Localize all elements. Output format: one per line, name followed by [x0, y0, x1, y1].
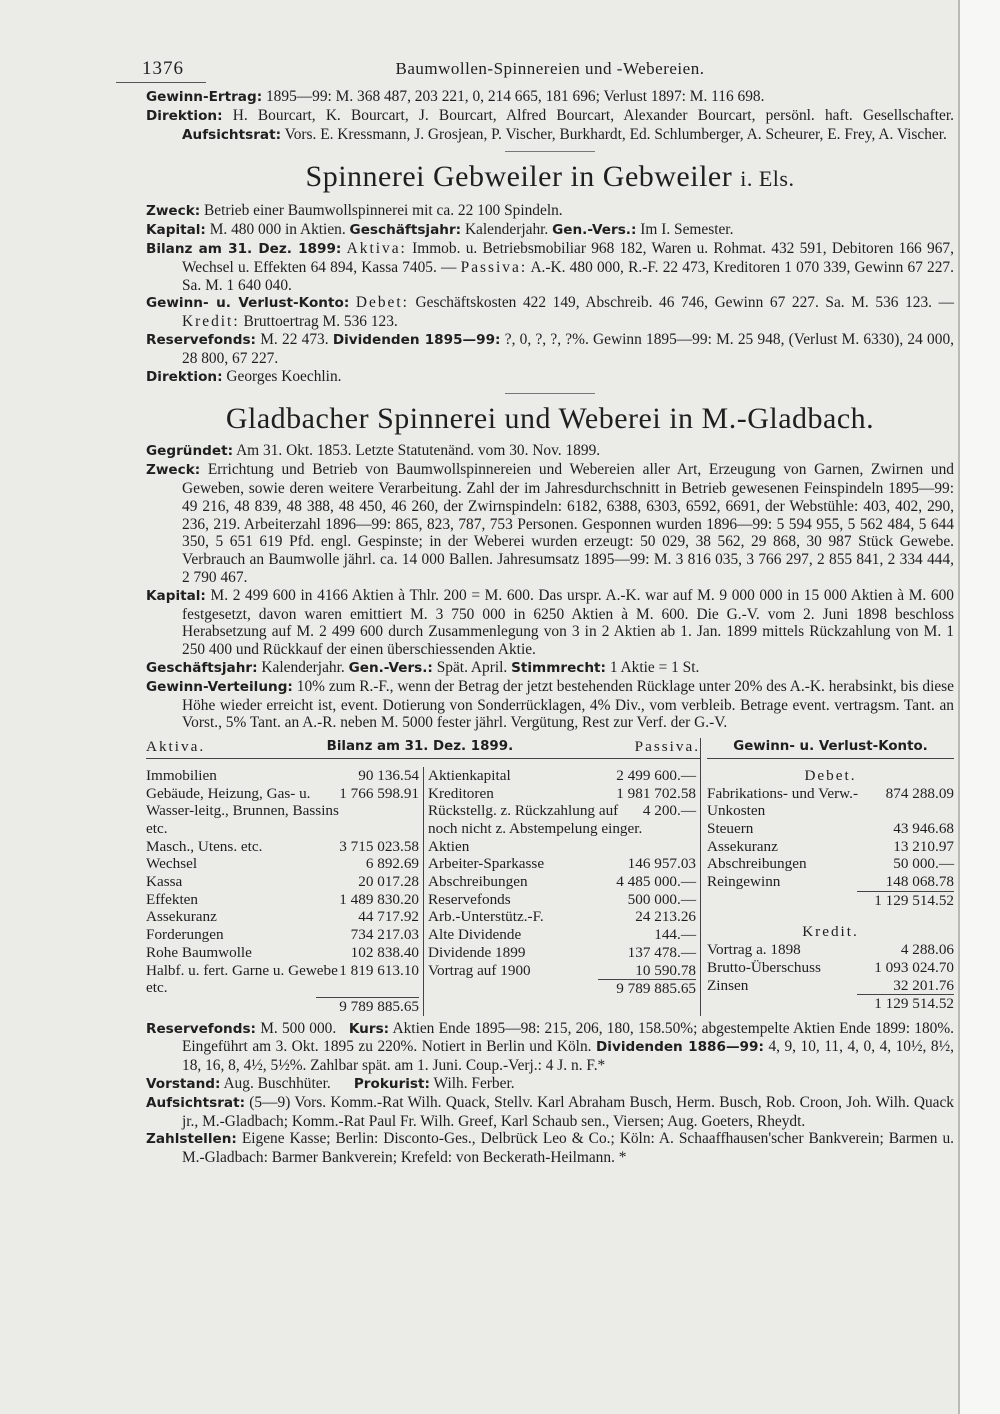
table-row: [707, 855, 954, 873]
aufsichtsrat-text: Vors. E. Kressmann, J. Grosjean, P. Vischer, Burkhardt, Ed. Schlumberger, A. Scheurer, E. Frey, A. Vischer.: [284, 125, 947, 143]
table-row: [428, 908, 696, 926]
gewinn-ertrag-text: 1895—99: M. 368 487, 203 221, 0, 214 665, 181 696; Verlust 1897: M. 116 698.: [265, 88, 765, 105]
gen-vers-text: Im I. Semester.: [640, 221, 734, 239]
vorstand: [146, 1075, 954, 1094]
table-row: [146, 926, 419, 944]
entry-title-suffix: i. Els.: [740, 166, 795, 192]
guv-kredit-text: Bruttoertrag M. 536 123.: [243, 313, 398, 331]
row-value: 1 981 702.58: [616, 784, 696, 802]
row-value: 3 715 023.58: [339, 837, 419, 855]
passiva-total: 9 789 885.65: [598, 979, 696, 998]
row-label: Fabrikations- und Verw.-Unkosten: [707, 784, 859, 820]
kredit-total: 1 129 514.52: [857, 994, 954, 1013]
dividenden-text: ?, 0, ?, ?, ?%. Gewinn 1895—99: M. 25 948, (Verlust M. 6330), 24 000, 28 800, 67 227.: [182, 330, 954, 367]
row-value: 10 590.78: [635, 961, 696, 979]
gen-vers-label: Gen.-Vers.:: [552, 222, 637, 239]
guv-label: Gewinn- u. Verlust-Konto:: [146, 295, 350, 312]
row-label: Vortrag a. 1898: [707, 941, 801, 959]
row-value: 146 957.03: [627, 855, 696, 873]
row-value: 20 017.28: [358, 873, 419, 891]
kapital-text: M. 2 499 600 in 4166 Aktien à Thlr. 200 = M. 600. Das urspr. A.-K. war auf M. 9 000 000 in 15 000 Aktien à M. 600 festgesetzt, davon waren emittiert M. 3 750 000 in 6250 Aktien à M. 600. Die G.-V. vom 2. Juni 1898 beschloss Herabsetzung auf M. 2 499 600 durch Zusammenlegung von 3 in 2 Aktien ab 1. Jan. 1899 mittels Rückzahlung von M. 1 250 400 und Rückkauf der einen überschiessenden Aktie.: [182, 586, 954, 659]
row-value: 32 201.76: [893, 976, 954, 994]
row-label: Dividende 1899: [428, 943, 526, 961]
gegruendet-label: Gegründet:: [146, 443, 234, 460]
row-label: Halbf. u. fert. Garne u. Gewebe etc.: [146, 961, 338, 997]
page-header: [142, 58, 954, 88]
kapital-label: Kapital:: [146, 587, 206, 604]
direktion-text: H. Bourcart, K. Bourcart, J. Bourcart, Alfred Bourcart, Alexander Bourcart, persönl. haft. Gesellschafter.: [232, 106, 954, 124]
row-value: 1 766 598.91: [339, 784, 419, 802]
aufsichtsrat: [146, 1094, 954, 1131]
row-label: Assekuranz: [707, 837, 778, 855]
aktiva-rows: [146, 767, 419, 997]
row-label: Reservefonds: [428, 890, 511, 908]
row-label: Forderungen: [146, 926, 224, 944]
row-value: 874 288.09: [885, 784, 954, 802]
running-title: Baumwollen-Spinnereien und -Webereien.: [395, 59, 705, 78]
gegruendet: [146, 442, 954, 461]
zweck: [146, 202, 954, 221]
table-row: [707, 820, 954, 838]
kredit-rows: [707, 941, 954, 994]
gewinn-verteilung-label: Gewinn-Verteilung:: [146, 678, 293, 695]
table-row: [428, 926, 696, 944]
prokurist-text: Wilh. Ferber.: [433, 1075, 515, 1093]
debet-word: Debet:: [355, 294, 409, 312]
row-value: 148 068.78: [885, 873, 954, 891]
geschaeftsjahr-label: Geschäftsjahr:: [349, 222, 462, 239]
kapital: [146, 221, 954, 240]
table-row: [707, 977, 954, 995]
table-row: [707, 873, 954, 891]
row-label: Aktienkapital: [428, 766, 511, 784]
section-divider: [505, 151, 595, 152]
row-value: 24 213.26: [635, 908, 696, 926]
kredit-word: Kredit:: [182, 313, 240, 331]
section-divider: [505, 393, 595, 394]
row-label: Zinsen: [707, 976, 749, 994]
guv-title: Gewinn- u. Verlust-Konto.: [707, 738, 954, 759]
reservefonds-text: M. 22 473.: [260, 330, 329, 348]
direktion: [146, 107, 954, 145]
direktion-text: Georges Koechlin.: [226, 367, 342, 385]
row-label: Effekten: [146, 890, 199, 908]
gewinn-verlust-konto: [146, 294, 954, 331]
geschaeftsjahr: [146, 659, 954, 678]
table-row: [707, 941, 954, 959]
reservefonds-kurs: [146, 1020, 954, 1075]
row-value: 137 478.—: [627, 943, 696, 961]
geschaeftsjahr-label: Geschäftsjahr:: [146, 659, 258, 676]
row-label: Wechsel: [146, 855, 198, 873]
balance-header: [146, 738, 700, 759]
balance-sheet: [146, 738, 701, 1016]
entry-title-main: Spinnerei Gebweiler in Gebweiler: [305, 160, 733, 194]
zweck-label: Zweck:: [146, 462, 201, 479]
row-value: 4 200.—: [642, 802, 696, 820]
gewinn-ertrag: [146, 88, 954, 107]
geschaeftsjahr-text: Kalenderjahr.: [464, 221, 549, 239]
table-row: [428, 944, 696, 962]
row-value: 43 946.68: [893, 819, 954, 837]
reservefonds-label: Reservefonds:: [146, 1020, 256, 1037]
row-value: 734 217.03: [350, 926, 419, 944]
aktiva-heading: Aktiva.: [146, 738, 206, 756]
aktiva-word: Aktiva:: [346, 239, 407, 257]
balance-tables: [146, 738, 954, 1016]
table-row: [146, 908, 419, 926]
entry-gebweiler: [146, 160, 954, 386]
page-number: 1376: [142, 58, 184, 79]
table-row: [146, 962, 419, 997]
aufsichtsrat-label: Aufsichtsrat:: [146, 1094, 245, 1111]
debet-rows: [707, 785, 954, 891]
gewinn-ertrag-label: Gewinn-Ertrag:: [146, 89, 263, 105]
table-row: [146, 855, 419, 873]
aktiva-total: 9 789 885.65: [316, 997, 419, 1016]
table-row: [428, 962, 696, 980]
row-label: Assekuranz: [146, 908, 217, 926]
row-value: 90 136.54: [358, 766, 419, 784]
row-label: Masch., Utens. etc.: [146, 837, 263, 855]
profit-loss-account: [701, 738, 954, 1016]
entry-title: [146, 160, 954, 196]
table-row: [428, 891, 696, 909]
aktiva-column: [146, 767, 423, 1016]
zweck: [146, 461, 954, 587]
row-value: 50 000.—: [893, 855, 954, 873]
debet-heading: Debet.: [804, 766, 857, 784]
prokurist-label: Prokurist:: [353, 1076, 430, 1093]
row-label: Kreditoren: [428, 784, 494, 802]
row-label: Abschreibungen: [707, 855, 807, 873]
zahlstellen-label: Zahlstellen:: [146, 1131, 237, 1148]
bilanz-passiva-text: A.-K. 480 000, R.-F. 22 473, Kreditoren 1 070 339, Gewinn 67 227. Sa. M. 1 640 040.: [182, 258, 954, 294]
row-label: Brutto-Überschuss: [707, 958, 821, 976]
table-row: [146, 944, 419, 962]
passiva-word: Passiva:: [460, 258, 528, 276]
row-value: 1 819 613.10: [339, 961, 419, 979]
vorstand-text: Aug. Buschhüter.: [223, 1075, 331, 1093]
table-row: [428, 802, 696, 855]
balance-columns: [146, 759, 700, 1016]
row-label: Arbeiter-Sparkasse: [428, 855, 545, 873]
aufsichtsrat-text: (5—9) Vors. Komm.-Rat Wilh. Quack, Stellv. Karl Abraham Busch, Herm. Busch, Rob. Croon, Joh. Wilh. Quack jr., M.-Gladbach; Komm.-Rat Paul Fr. Wilh. Greef, Karl Schaub sen., Viersen; Aug. Goeters, Rheydt.: [182, 1093, 954, 1130]
dividenden-label: Dividenden 1886—99:: [596, 1039, 764, 1056]
table-row: [707, 838, 954, 856]
row-value: 1 489 830.20: [339, 890, 419, 908]
balance-title: Bilanz am 31. Dez. 1899.: [326, 739, 514, 755]
stimmrecht-text: 1 Aktie = 1 St.: [609, 658, 700, 676]
table-row: [707, 959, 954, 977]
stimmrecht-label: Stimmrecht:: [511, 659, 606, 676]
zweck-text: Betrieb einer Baumwollspinnerei mit ca. 22 100 Spindeln.: [204, 202, 563, 220]
previous-entry: [146, 88, 954, 144]
dividenden-label: Dividenden 1895—99:: [332, 331, 501, 348]
dividenden-text: 4, 9, 10, 11, 4, 0, 4, 10½, 8½, 18, 16, 8, 4½, 5½%. Zahlbar spät. am 1. Juni. Coup.-Verj.: 4 J. n. F.*: [182, 1038, 954, 1075]
row-label: Abschreibungen: [428, 873, 528, 891]
reservefonds-text: M. 500 000.: [260, 1019, 337, 1037]
passiva-column: [423, 767, 700, 1016]
row-label: Rückstellg. z. Rückzahlung auf noch nicht z. Abstempelung einger. Aktien: [428, 802, 643, 855]
row-value: 13 210.97: [893, 837, 954, 855]
kredit-heading: Kredit.: [802, 923, 859, 941]
table-row: [428, 873, 696, 891]
zweck-text: Errichtung und Betrieb von Baumwollspinnereien und Webereien aller Art, Erzeugung von Garnen, Zwirnen und Geweben, sowie deren weitere Verarbeitung. Zahl der im Jahresdurchschnitt in Betrieb gewesenen Feinspindeln 1895—99: 49 216, 48 839, 48 388, 48 450, 46 260, der Zwirnspindeln: 6182, 6388, 6303, 6592, 6691, der Webstühle: 403, 402, 290, 236, 219. Arbeiterzahl 1896—99: 865, 823, 787, 753 Personen. Gesponnen wurden 1896—99: 5 594 955, 5 562 484, 5 644 350, 5 651 619 Pfd. engl. Gespinste; in der Weberei wurden erzeugt: 50 029, 38 562, 29 868, 30 987 Stück Gewebe. Verbrauch an Baumwolle jährl. ca. 14 000 Ballen. Jahresumsatz 1895—99: M. 3 816 035, 3 766 297, 2 855 841, 2 334 444, 2 790 467.: [182, 461, 954, 586]
guv-debet-text: Geschäftskosten 422 149, Abschreib. 46 746, Gewinn 67 227. Sa. M. 536 123. —: [415, 294, 954, 312]
reservefonds-label: Reservefonds:: [146, 331, 256, 348]
aufsichtsrat-label: Aufsichtsrat:: [182, 126, 281, 143]
kurs-text: Aktien Ende 1895—98: 215, 206, 180, 158.50%; abgestempelte Aktien Ende 1899: 180%. Eingeführt am 3. Okt. 1895 zu 220%. Notiert in Berlin und Köln.: [182, 1019, 954, 1056]
table-row: [146, 838, 419, 856]
row-label: Steuern: [707, 819, 754, 837]
passiva-heading: Passiva.: [634, 738, 700, 756]
row-value: 144.—: [654, 926, 696, 944]
reservefonds: [146, 331, 954, 368]
table-row: [146, 767, 419, 785]
row-value: 4 288.06: [900, 941, 954, 959]
bilanz-aktiva-text: Immob. u. Betriebsmobiliar 968 182, Waren u. Rohmat. 432 591, Debitoren 166 967, Wechsel u. Effekten 64 894, Kassa 7405. —: [182, 239, 954, 276]
row-value: 44 717.92: [358, 908, 419, 926]
table-row: [428, 855, 696, 873]
direktion-label: Direktion:: [146, 368, 223, 385]
row-value: 4 485 000.—: [616, 873, 696, 891]
kapital: [146, 587, 954, 659]
passiva-rows: [428, 767, 696, 979]
gen-vers-label: Gen.-Vers.:: [348, 659, 433, 676]
page-edge: [958, 0, 1000, 1414]
direktion-gebweiler: [146, 368, 954, 387]
entry-title: Gladbacher Spinnerei und Weberei in M.-Gladbach.: [225, 402, 875, 436]
zahlstellen: [146, 1130, 954, 1167]
table-row: [428, 767, 696, 785]
vorstand-label: Vorstand:: [146, 1076, 221, 1093]
row-value: 500 000.—: [627, 890, 696, 908]
table-row: [146, 785, 419, 838]
row-value: 102 838.40: [350, 943, 419, 961]
gegruendet-text: Am 31. Okt. 1853. Letzte Statutenänd. vom 30. Nov. 1899.: [236, 442, 601, 460]
row-value: 2 499 600.—: [616, 766, 696, 784]
table-row: [428, 785, 696, 803]
zahlstellen-text: Eigene Kasse; Berlin: Disconto-Ges., Delbrück Leo & Co.; Köln: A. Schaaffhausen'scher Bankverein; Barmen u. M.-Gladbach: Barmer Bankverein; Krefeld: von Beckerath-Heilmann. *: [182, 1130, 954, 1167]
row-label: Gebäude, Heizung, Gas- u. Wasser-leitg., Brunnen, Bassins etc.: [146, 784, 339, 837]
table-row: [146, 873, 419, 891]
geschaeftsjahr-text: Kalenderjahr.: [261, 658, 345, 676]
bilanz: [146, 240, 954, 294]
row-label: Immobilien: [146, 766, 217, 784]
gewinn-verteilung: [146, 678, 954, 732]
row-label: Alte Dividende: [428, 926, 522, 944]
table-row: [146, 891, 419, 909]
zweck-label: Zweck:: [146, 203, 201, 220]
gen-vers-text: Spät. April.: [436, 658, 508, 676]
gewinn-verteilung-text: 10% zum R.-F., wenn der Betrag der jetzt bestehenden Rücklage unter 20% des A.-K. herabsinkt, bis diese Höhe wieder erreicht ist, event. Dotierung von Sonderrücklagen, 4% Div., vom verbleib. Betrage event. vertragsm. Tant. an Vorst., 5% Tant. an A.-R. neben M. 5000 fester jährl. Vergütung, Rest zur Verf. der G.-V.: [182, 677, 954, 732]
row-label: Vortrag auf 1900: [428, 961, 531, 979]
row-label: Arb.-Unterstütz.-F.: [428, 908, 544, 926]
row-value: 1 093 024.70: [874, 958, 954, 976]
entry-gladbach: [146, 402, 954, 1167]
direktion-label: Direktion:: [146, 107, 223, 124]
row-label: Kassa: [146, 873, 183, 891]
table-row: [707, 785, 954, 820]
row-label: Reingewinn: [707, 873, 781, 891]
header-rule: [116, 82, 206, 83]
row-label: Rohe Baumwolle: [146, 943, 252, 961]
kurs-label: Kurs:: [348, 1020, 390, 1037]
kapital-text: M. 480 000 in Aktien.: [209, 221, 346, 239]
debet-total: 1 129 514.52: [857, 891, 954, 910]
row-value: 6 892.69: [365, 855, 419, 873]
bilanz-label: Bilanz am 31. Dez. 1899:: [146, 240, 342, 257]
kapital-label: Kapital:: [146, 222, 206, 239]
